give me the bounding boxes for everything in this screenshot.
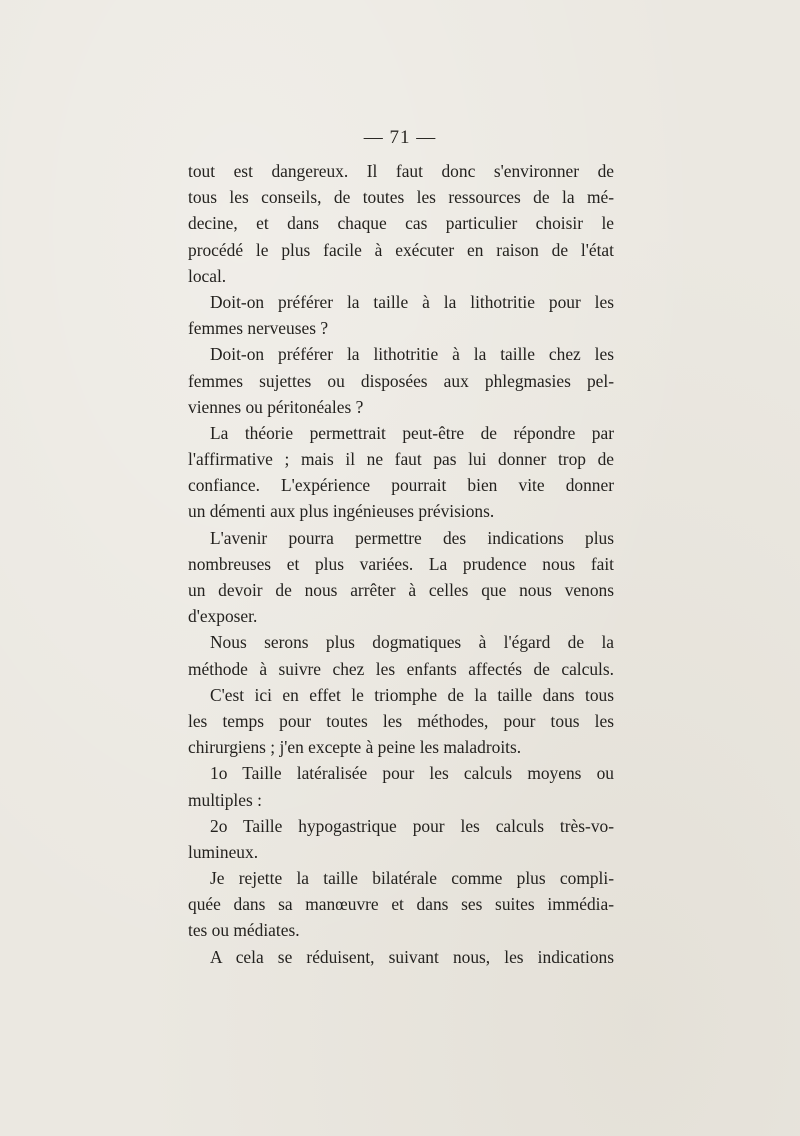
text-line: viennes ou péritonéales ? bbox=[188, 396, 364, 417]
text-line: lumineux. bbox=[188, 841, 259, 862]
text-line: chirurgiens ; j'en excepte à peine les maladroits. bbox=[188, 737, 522, 758]
text-line: d'exposer. bbox=[188, 606, 258, 627]
text-line: femmes sujettes ou disposées aux phlegmasies pel- bbox=[188, 370, 614, 391]
page-number: — 71 — bbox=[363, 127, 437, 148]
text-line: local. bbox=[188, 265, 227, 286]
text-line: confiance. L'expérience pourrait bien vite donner bbox=[188, 475, 614, 496]
text-line: decine, et dans chaque cas particulier choisir le bbox=[188, 213, 614, 234]
text-line: tout est dangereux. Il faut donc s'environner de bbox=[188, 161, 614, 181]
text-line: Doit-on préférer la lithotritie à la taille chez les bbox=[210, 344, 614, 365]
text-line: 2o Taille hypogastrique pour les calculs très-vo- bbox=[210, 815, 614, 836]
text-line: méthode à suivre chez les enfants affectés de calculs. bbox=[188, 658, 614, 679]
text-line: Nous serons plus dogmatiques à l'égard de la bbox=[210, 632, 614, 653]
text-line: un devoir de nous arrêter à celles que nous venons bbox=[188, 580, 614, 600]
text-line: A cela se réduisent, suivant nous, les indications bbox=[210, 946, 614, 967]
text-line: l'affirmative ; mais il ne faut pas lui donner trop de bbox=[188, 449, 614, 470]
text-line: L'avenir pourra permettre des indications plus bbox=[210, 527, 614, 548]
text-line: C'est ici en effet le triomphe de la taille dans tous bbox=[210, 684, 614, 705]
text-line: procédé le plus facile à exécuter en raison de l'état bbox=[188, 239, 614, 260]
text-block bbox=[188, 158, 614, 970]
text-line: femmes nerveuses ? bbox=[188, 318, 329, 339]
text-line: Doit-on préférer la taille à la lithotritie pour les bbox=[210, 291, 614, 312]
text-line: multiples : bbox=[188, 789, 262, 810]
text-line: tes ou médiates. bbox=[188, 920, 300, 941]
text-line: 1o Taille latéralisée pour les calculs moyens ou bbox=[210, 763, 614, 784]
text-line: un démenti aux plus ingénieuses prévisions. bbox=[188, 501, 495, 522]
text-line: La théorie permettrait peut-être de répondre par bbox=[210, 422, 614, 443]
text-line: nombreuses et plus variées. La prudence nous fait bbox=[188, 553, 614, 574]
text-line: tous les conseils, de toutes les ressources de la mé- bbox=[188, 187, 614, 208]
text-line: quée dans sa manœuvre et dans ses suites immédia- bbox=[188, 894, 614, 915]
text-line: les temps pour toutes les méthodes, pour tous les bbox=[188, 710, 614, 731]
text-line: Je rejette la taille bilatérale comme plus compli- bbox=[210, 868, 614, 889]
